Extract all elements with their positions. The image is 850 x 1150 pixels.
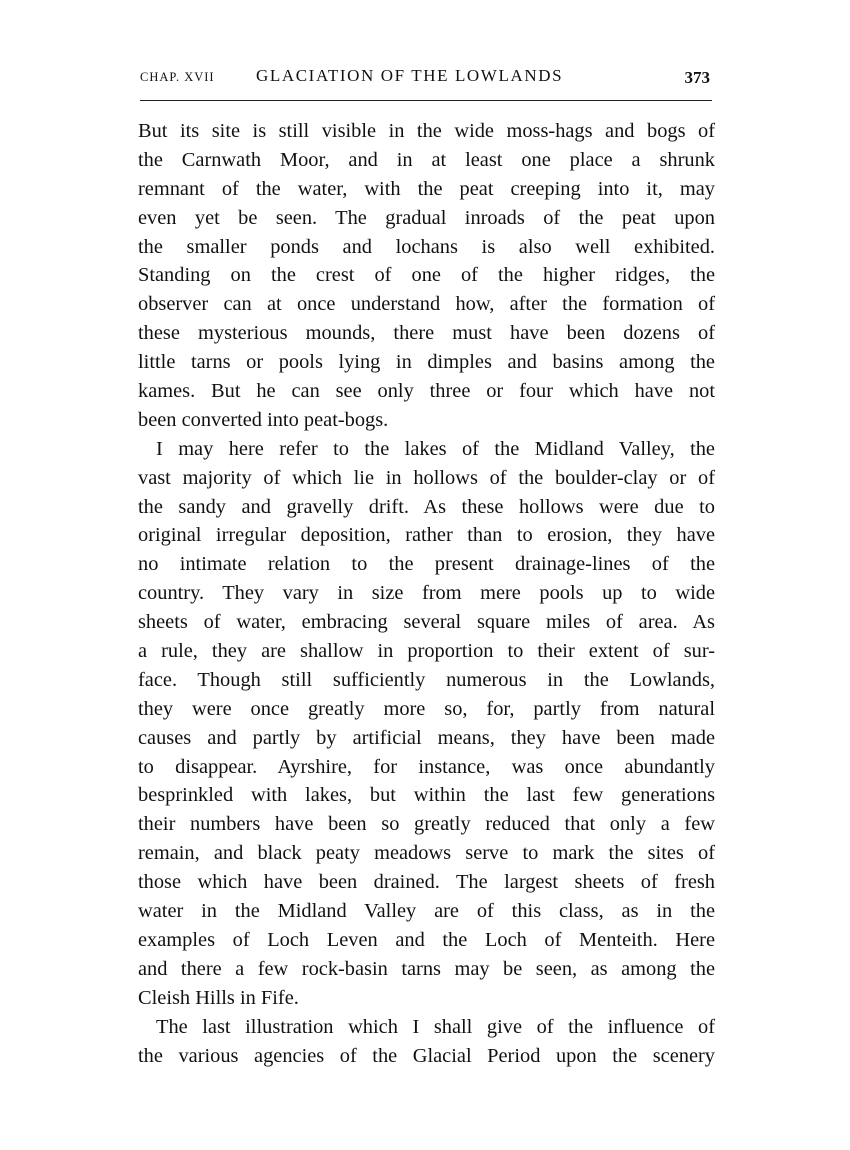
text-line: been converted into peat-bogs. — [138, 408, 389, 431]
text-line: little tarns or pools lying in dimples and basins among the — [138, 351, 715, 374]
text-line: kames. But he can see only three or four which have not — [138, 380, 715, 403]
text-line: the smaller ponds and lochans is also well exhibited. — [138, 235, 715, 258]
text-line: even yet be seen. The gradual inroads of the peat upon — [138, 206, 715, 229]
paragraph — [138, 435, 715, 1013]
text-line: to disappear. Ayrshire, for instance, was once abundantly — [138, 755, 715, 778]
text-line: causes and partly by artificial means, they have been made — [138, 726, 715, 749]
text-line: country. They vary in size from mere pools up to wide — [138, 582, 715, 605]
chapter-label: CHAP. XVII — [140, 70, 215, 84]
text-line: their numbers have been so greatly reduced that only a few — [138, 813, 715, 836]
chapter-title: GLACIATION OF THE LOWLANDS — [256, 66, 564, 85]
text-line: Cleish Hills in Fife. — [138, 986, 299, 1009]
text-line: remain, and black peaty meadows serve to mark the sites of — [138, 842, 715, 865]
text-line: original irregular deposition, rather than to erosion, they have — [138, 524, 715, 547]
paragraph — [138, 1013, 715, 1071]
header-rule — [140, 100, 712, 101]
text-line: I may here refer to the lakes of the Midland Valley, the — [156, 437, 715, 460]
text-line: Standing on the crest of one of the higher ridges, the — [138, 264, 715, 287]
text-line: no intimate relation to the present drainage-lines of the — [138, 553, 715, 576]
text-line: besprinkled with lakes, but within the last few generations — [138, 784, 715, 807]
text-line: and there a few rock-basin tarns may be seen, as among the — [138, 957, 715, 980]
text-line: examples of Loch Leven and the Loch of Menteith. Here — [138, 928, 715, 951]
text-line: the sandy and gravelly drift. As these hollows were due to — [138, 495, 715, 518]
text-line: the Carnwath Moor, and in at least one place a shrunk — [138, 148, 715, 171]
text-line: they were once greatly more so, for, partly from natural — [138, 697, 715, 720]
text-line: sheets of water, embracing several square miles of area. As — [138, 611, 715, 634]
body-text — [138, 117, 715, 1070]
text-line: vast majority of which lie in hollows of the boulder-clay or of — [138, 466, 715, 489]
text-line: these mysterious mounds, there must have been dozens of — [138, 322, 715, 345]
text-line: water in the Midland Valley are of this class, as in the — [138, 900, 715, 923]
text-line: those which have been drained. The largest sheets of fresh — [138, 871, 715, 894]
text-line: But its site is still visible in the wide moss-hags and bogs of — [138, 120, 715, 142]
text-line: remnant of the water, with the peat creeping into it, may — [138, 177, 715, 200]
text-line: a rule, they are shallow in proportion to their extent of sur- — [138, 640, 715, 663]
running-head — [140, 66, 712, 94]
text-line: face. Though still sufficiently numerous in the Lowlands, — [138, 668, 715, 691]
text-line: The last illustration which I shall give of the influence of — [156, 1015, 715, 1038]
text-line: observer can at once understand how, after the formation of — [138, 293, 715, 316]
page-number: 373 — [684, 68, 710, 87]
text-line: the various agencies of the Glacial Period upon the scenery — [138, 1044, 715, 1067]
paragraph — [138, 117, 715, 435]
